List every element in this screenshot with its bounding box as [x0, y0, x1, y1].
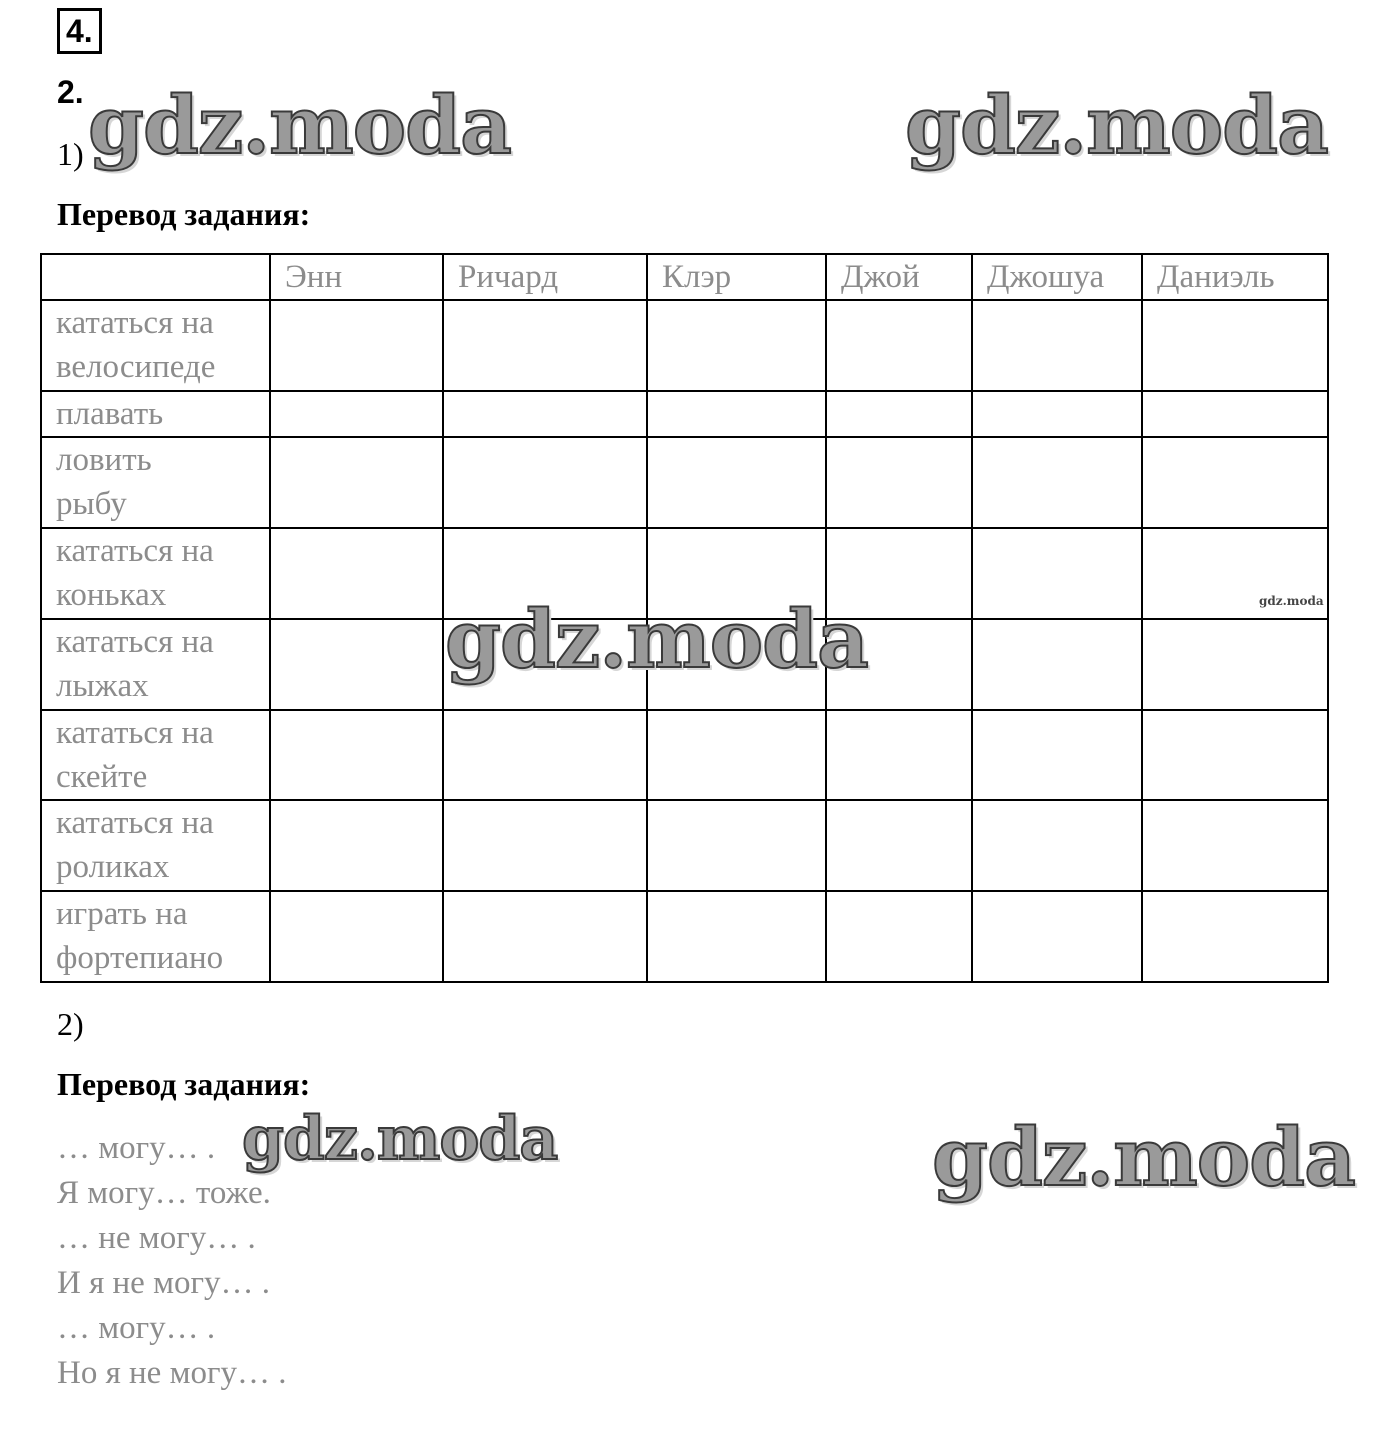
phrase-line: … не могу… . [57, 1220, 256, 1256]
phrase-line: Но я не могу… . [57, 1355, 287, 1391]
empty-cell [826, 800, 972, 891]
activity-line: коньках [56, 577, 167, 614]
empty-cell [972, 437, 1142, 528]
table-row [41, 391, 1328, 437]
empty-cell [270, 710, 443, 801]
empty-cell [826, 891, 972, 982]
empty-cell [1142, 619, 1328, 710]
header-name-cell: Даниэль [1142, 254, 1328, 300]
activity-line: кататься на [56, 533, 214, 570]
empty-cell [647, 891, 826, 982]
activity-line: ловить [56, 442, 152, 479]
phrase-line: … могу… . [57, 1130, 216, 1166]
activity-line: кататься на [56, 714, 214, 751]
empty-cell [270, 800, 443, 891]
phrase-line: Я могу… тоже. [57, 1175, 271, 1211]
empty-cell [647, 437, 826, 528]
activity-cell [41, 891, 270, 982]
empty-cell [972, 619, 1142, 710]
empty-cell [1142, 437, 1328, 528]
watermark: gdz.moda [242, 1104, 558, 1174]
part2-heading: Перевод задания: [57, 1066, 311, 1102]
empty-cell [972, 391, 1142, 437]
task-number: 4. [66, 13, 93, 49]
empty-cell [270, 891, 443, 982]
empty-cell [270, 528, 443, 619]
activity-line: плавать [56, 396, 164, 433]
empty-cell [647, 300, 826, 391]
part1-heading: Перевод задания: [57, 196, 311, 232]
activity-line: кататься на [56, 805, 214, 842]
empty-cell [443, 891, 647, 982]
empty-cell [1142, 300, 1328, 391]
activity-cell [41, 300, 270, 391]
empty-cell [826, 710, 972, 801]
activity-cell [41, 391, 270, 437]
empty-cell [826, 391, 972, 437]
empty-cell [972, 891, 1142, 982]
empty-cell [1142, 800, 1328, 891]
empty-cell [443, 437, 647, 528]
phrase-line: И я не могу… . [57, 1265, 270, 1301]
header-name-cell: Джой [826, 254, 972, 300]
activity-line: велосипеде [56, 349, 216, 386]
activity-line: играть на [56, 896, 188, 933]
empty-cell [972, 800, 1142, 891]
activity-line: фортепиано [56, 940, 224, 977]
table-header-row [41, 254, 1328, 300]
table-row [41, 710, 1328, 801]
empty-cell [1142, 891, 1328, 982]
watermark: gdz.moda [1259, 594, 1324, 608]
activity-cell [41, 619, 270, 710]
empty-cell [826, 437, 972, 528]
header-corner-cell [41, 254, 270, 300]
empty-cell [443, 710, 647, 801]
activity-line: роликах [56, 849, 170, 886]
table-row [41, 891, 1328, 982]
watermark: gdz.moda [88, 78, 511, 172]
empty-cell [972, 300, 1142, 391]
phrase-line: … могу… . [57, 1310, 216, 1346]
header-name-cell: Энн [270, 254, 443, 300]
exercise-number: 2. [57, 74, 84, 110]
activity-cell [41, 800, 270, 891]
table-row [41, 437, 1328, 528]
empty-cell [1142, 710, 1328, 801]
activity-line: скейте [56, 758, 148, 795]
empty-cell [972, 710, 1142, 801]
header-name-cell: Ричард [443, 254, 647, 300]
empty-cell [647, 710, 826, 801]
empty-cell [443, 800, 647, 891]
header-name-cell: Джошуа [972, 254, 1142, 300]
table-row [41, 300, 1328, 391]
table-row [41, 800, 1328, 891]
activity-line: лыжах [56, 667, 149, 704]
empty-cell [270, 619, 443, 710]
activity-cell [41, 437, 270, 528]
watermark: gdz.moda [445, 592, 868, 686]
empty-cell [270, 391, 443, 437]
empty-cell [443, 391, 647, 437]
activity-line: кататься на [56, 623, 214, 660]
activity-line: кататься на [56, 305, 214, 342]
watermark: gdz.moda [932, 1110, 1355, 1204]
part1-label: 1) [57, 136, 84, 172]
empty-cell [647, 391, 826, 437]
activity-cell [41, 710, 270, 801]
activity-line: рыбу [56, 486, 127, 523]
part2-label: 2) [57, 1006, 84, 1042]
watermark: gdz.moda [905, 78, 1328, 172]
empty-cell [270, 300, 443, 391]
header-name-cell: Клэр [647, 254, 826, 300]
empty-cell [443, 300, 647, 391]
empty-cell [972, 528, 1142, 619]
empty-cell [826, 300, 972, 391]
empty-cell [647, 800, 826, 891]
activity-cell [41, 528, 270, 619]
empty-cell [1142, 391, 1328, 437]
task-number-box [57, 8, 102, 54]
empty-cell [270, 437, 443, 528]
